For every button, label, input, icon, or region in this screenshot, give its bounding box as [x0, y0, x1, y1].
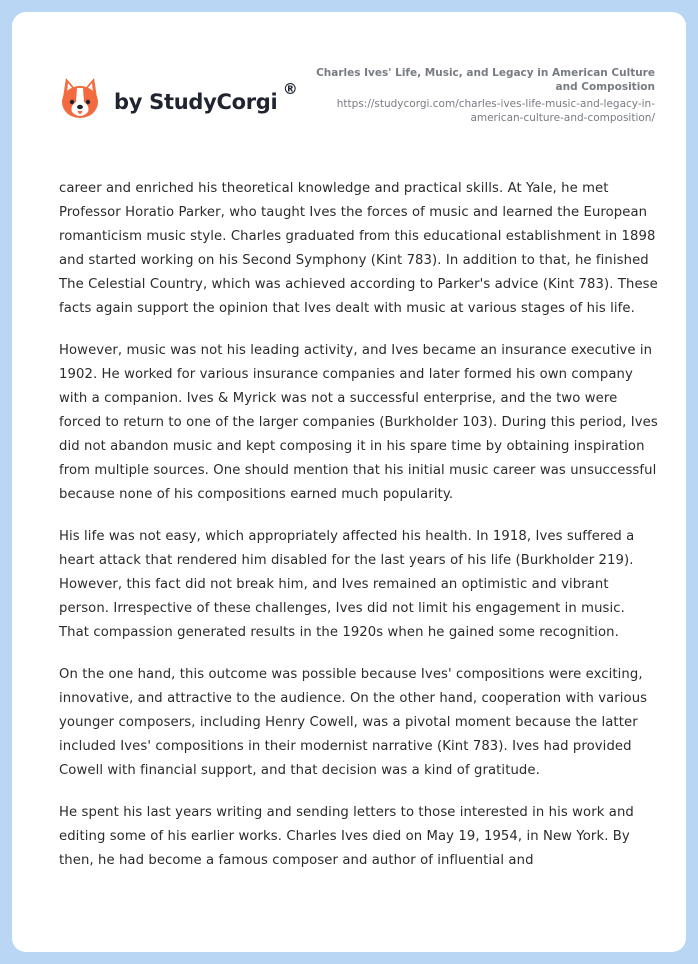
brand-label: by StudyCorgi	[114, 90, 278, 114]
studycorgi-logo[interactable]	[60, 76, 298, 122]
corgi-icon	[60, 76, 100, 122]
document-url[interactable]: https://studycorgi.com/charles-ives-life-music-and-legacy-in-american-culture-and-composition/	[336, 98, 655, 124]
document-title: Charles Ives' Life, Music, and Legacy in American Culture and Composition	[316, 67, 655, 93]
document-meta	[295, 66, 655, 125]
document-page	[12, 12, 686, 952]
brand-name	[114, 80, 298, 114]
paragraph: career and enriched his theoretical knowledge and practical skills. At Yale, he met Professor Horatio Parker, who taught Ives the forces of music and learned the European romanticism music style. Charles graduated from this educational establishment in 1898 and started working on his Second Symphony (Kint 783). In addition to that, he finished The Celestial Country, which was achieved according to Parker's advice (Kint 783). These facts again support the opinion that Ives dealt with music at various stages of his life.	[59, 181, 658, 316]
document-body	[59, 177, 659, 891]
registered-mark: ®	[282, 80, 298, 98]
paragraph: However, music was not his leading activity, and Ives became an insurance executive in 1902. He worked for various insurance companies and later formed his own company with a companion. Ives & Myrick was not a successful enterprise, and the two were forced to return to one of the larger companies (Burkholder 103). During this period, Ives did not abandon music and kept composing it in his spare time by obtaining inspiration from multiple sources. One should mention that his initial music career was unsuccessful because none of his compositions earned much popularity.	[59, 343, 658, 502]
paragraph: He spent his last years writing and sending letters to those interested in his work and editing some of his earlier works. Charles Ives died on May 19, 1954, in New York. By then, he had become a famous composer and author of influential and	[59, 805, 634, 868]
paragraph: His life was not easy, which appropriately affected his health. In 1918, Ives suffered a heart attack that rendered him disabled for the last years of his life (Burkholder 219). However, this fact did not break him, and Ives remained an optimistic and vibrant person. Irrespective of these challenges, Ives did not limit his engagement in music. That compassion generated results in the 1920s when he gained some recognition.	[59, 529, 635, 640]
paragraph: On the one hand, this outcome was possible because Ives' compositions were exciting, innovative, and attractive to the audience. On the other hand, cooperation with various younger composers, including Henry Cowell, was a pivotal moment because the latter included Ives' compositions in their modernist narrative (Kint 783). Ives had provided Cowell with financial support, and that decision was a kind of gratitude.	[59, 667, 648, 778]
